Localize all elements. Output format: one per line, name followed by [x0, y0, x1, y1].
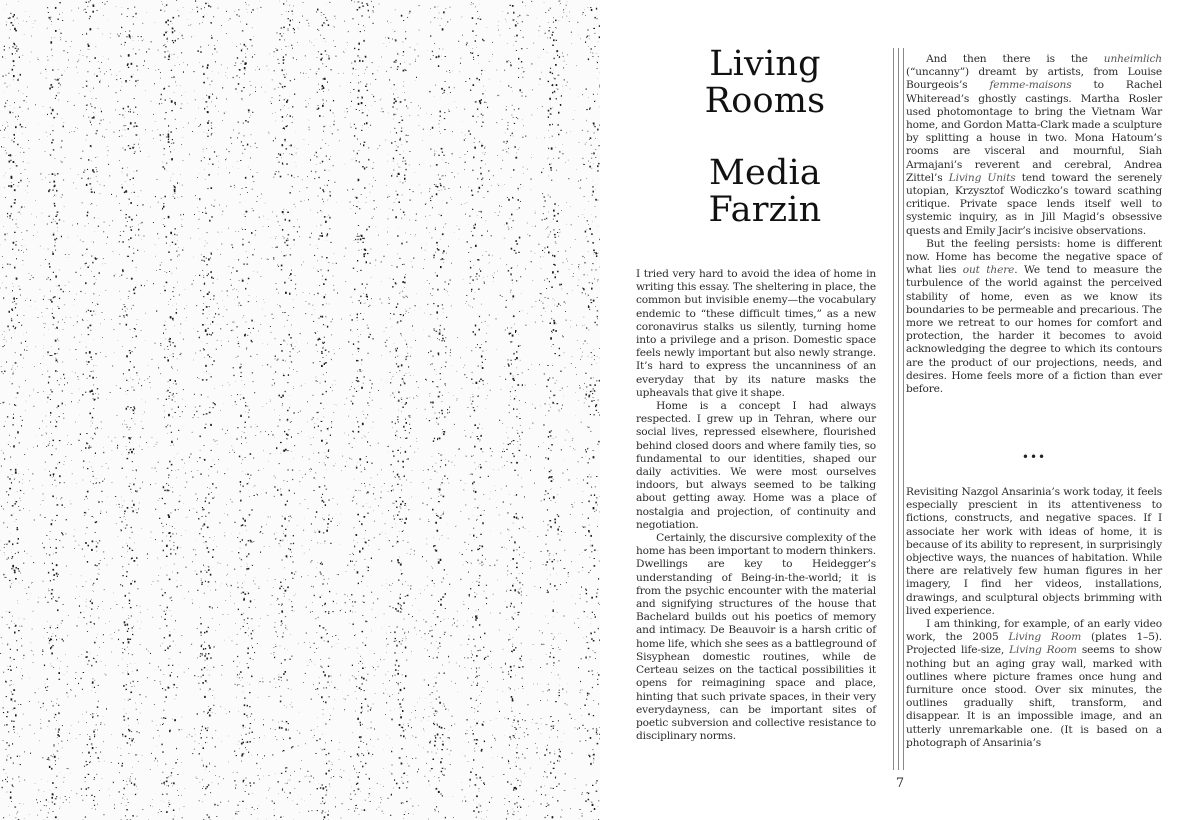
- paragraph: Revisiting Nazgol Ansarinia’s work today, it feels especially prescient in its attentiveness to fictions, constructs, and negative spaces. If I associate her work with ideas of home, it is because of its ability to represent, in surprisingly objective ways, the nuances of habitation. While there are relatively few human figures in her imagery, I find her videos, installations, drawings, and sculptural objects brimming with lived experience.: [906, 486, 1162, 617]
- right-text-column-bottom: [906, 486, 1162, 750]
- italic-term: femme-maisons: [989, 79, 1072, 92]
- italic-title: Living Room: [1008, 631, 1082, 644]
- rule-line: [893, 48, 894, 770]
- paragraph: I tried very hard to avoid the idea of home in writing this essay. The sheltering in place, the common but invisible enemy—the vocabulary endemic to “these difficult times,” as a new coronavirus stalks us silently, turning home into a privilege and a prison. Domestic space feels newly important but also newly strange. It’s hard to express the uncanniness of an everyday that by its nature masks the upheavals that give it shape.: [636, 268, 876, 399]
- author-name: [690, 155, 840, 229]
- left-text-column: [636, 268, 876, 743]
- author-line-1: Media: [708, 153, 821, 193]
- paragraph: I am thinking, for example, of an early video work, the 2005 Living Room (plates 1–5). Projected life-size, Living Room seems to show nothing but an aging gray wall, marked with outlines where picture frames once hung and furniture once stood. Over six minutes, the outlines gradually shift, transform, and disappear. It is an impossible image, and an utterly unremarkable one. (It is based on a photograph of Ansarinia’s: [906, 618, 1162, 749]
- rule-line: [898, 48, 899, 770]
- title-line-2: Rooms: [704, 81, 826, 121]
- text-page: [600, 0, 1200, 820]
- column-divider-rule: [892, 48, 906, 770]
- paragraph: But the feeling persists: home is different now. Home has become the negative space of what lies out there. We tend to measure the turbulence of the world against the perceived stability of home, even as we know its boundaries to be permeable and precarious. The more we retreat to our homes for comfort and protection, the harder it becomes to avoid acknowledging the degree to which its contours are the product of our projections, needs, and desires. Home feels more of a fiction than ever before.: [906, 237, 1162, 396]
- italic-term: out there: [962, 264, 1015, 277]
- rule-line: [903, 48, 904, 770]
- italic-title: Living Room: [1009, 644, 1077, 657]
- essay-title: [690, 46, 840, 120]
- italic-term: unheimlich: [1103, 53, 1162, 65]
- page-number: 7: [895, 776, 905, 791]
- author-line-2: Farzin: [708, 190, 822, 230]
- italic-term: Living Units: [948, 171, 1016, 184]
- paragraph: Home is a concept I had always respected. I grew up in Tehran, where our social lives, repressed elsewhere, flourished behind closed doors and where family ties, so fundamental to our identities, shaped our daily activities. We were most ourselves indoors, but always seemed to be talking about getting away. Home was a place of nostalgia and projection, of continuity and negotiation.: [636, 400, 876, 531]
- title-line-1: Living: [709, 44, 821, 84]
- paragraph: Certainly, the discursive complexity of the home has been important to modern thinkers. Dwellings are key to Heidegger’s understanding of Being-in-the-world; it is from the psychic encounter with the material and signifying structures of the house that Bachelard builds out his poetics of memory and intimacy. De Beauvoir is a harsh critic of home life, which she sees as a battleground of Sisyphean domestic routines, while de Certeau seizes on the tactical possibilities it opens for reimagining space and place, hinting that such private spaces, in their very everydayness, can be important sites of poetic subversion and collective resistance to disciplinary norms.: [636, 532, 876, 743]
- paragraph: And then there is the unheimlich (“uncanny”) dreamt by artists, from Louise Bourgeois’s femme-maisons to Rachel Whiteread’s ghostly castings. Martha Rosler used photomontage to bring the Vietnam War home, and Gordon Matta-Clark made a sculpture by splitting a house in two. Mona Hatoum’s rooms are visceral and mournful, Siah Armajani’s reverent and cerebral, Andrea Zittel’s Living Units tend toward the serenely utopian, Krzysztof Wodiczko’s toward scathing critique. Private space lends itself well to systemic inquiry, as in Jill Magid’s obsessive quests and Emily Jacir’s incisive observations.: [906, 53, 1162, 237]
- right-text-column-top: [906, 53, 1162, 396]
- section-break-dots: •••: [1021, 450, 1047, 464]
